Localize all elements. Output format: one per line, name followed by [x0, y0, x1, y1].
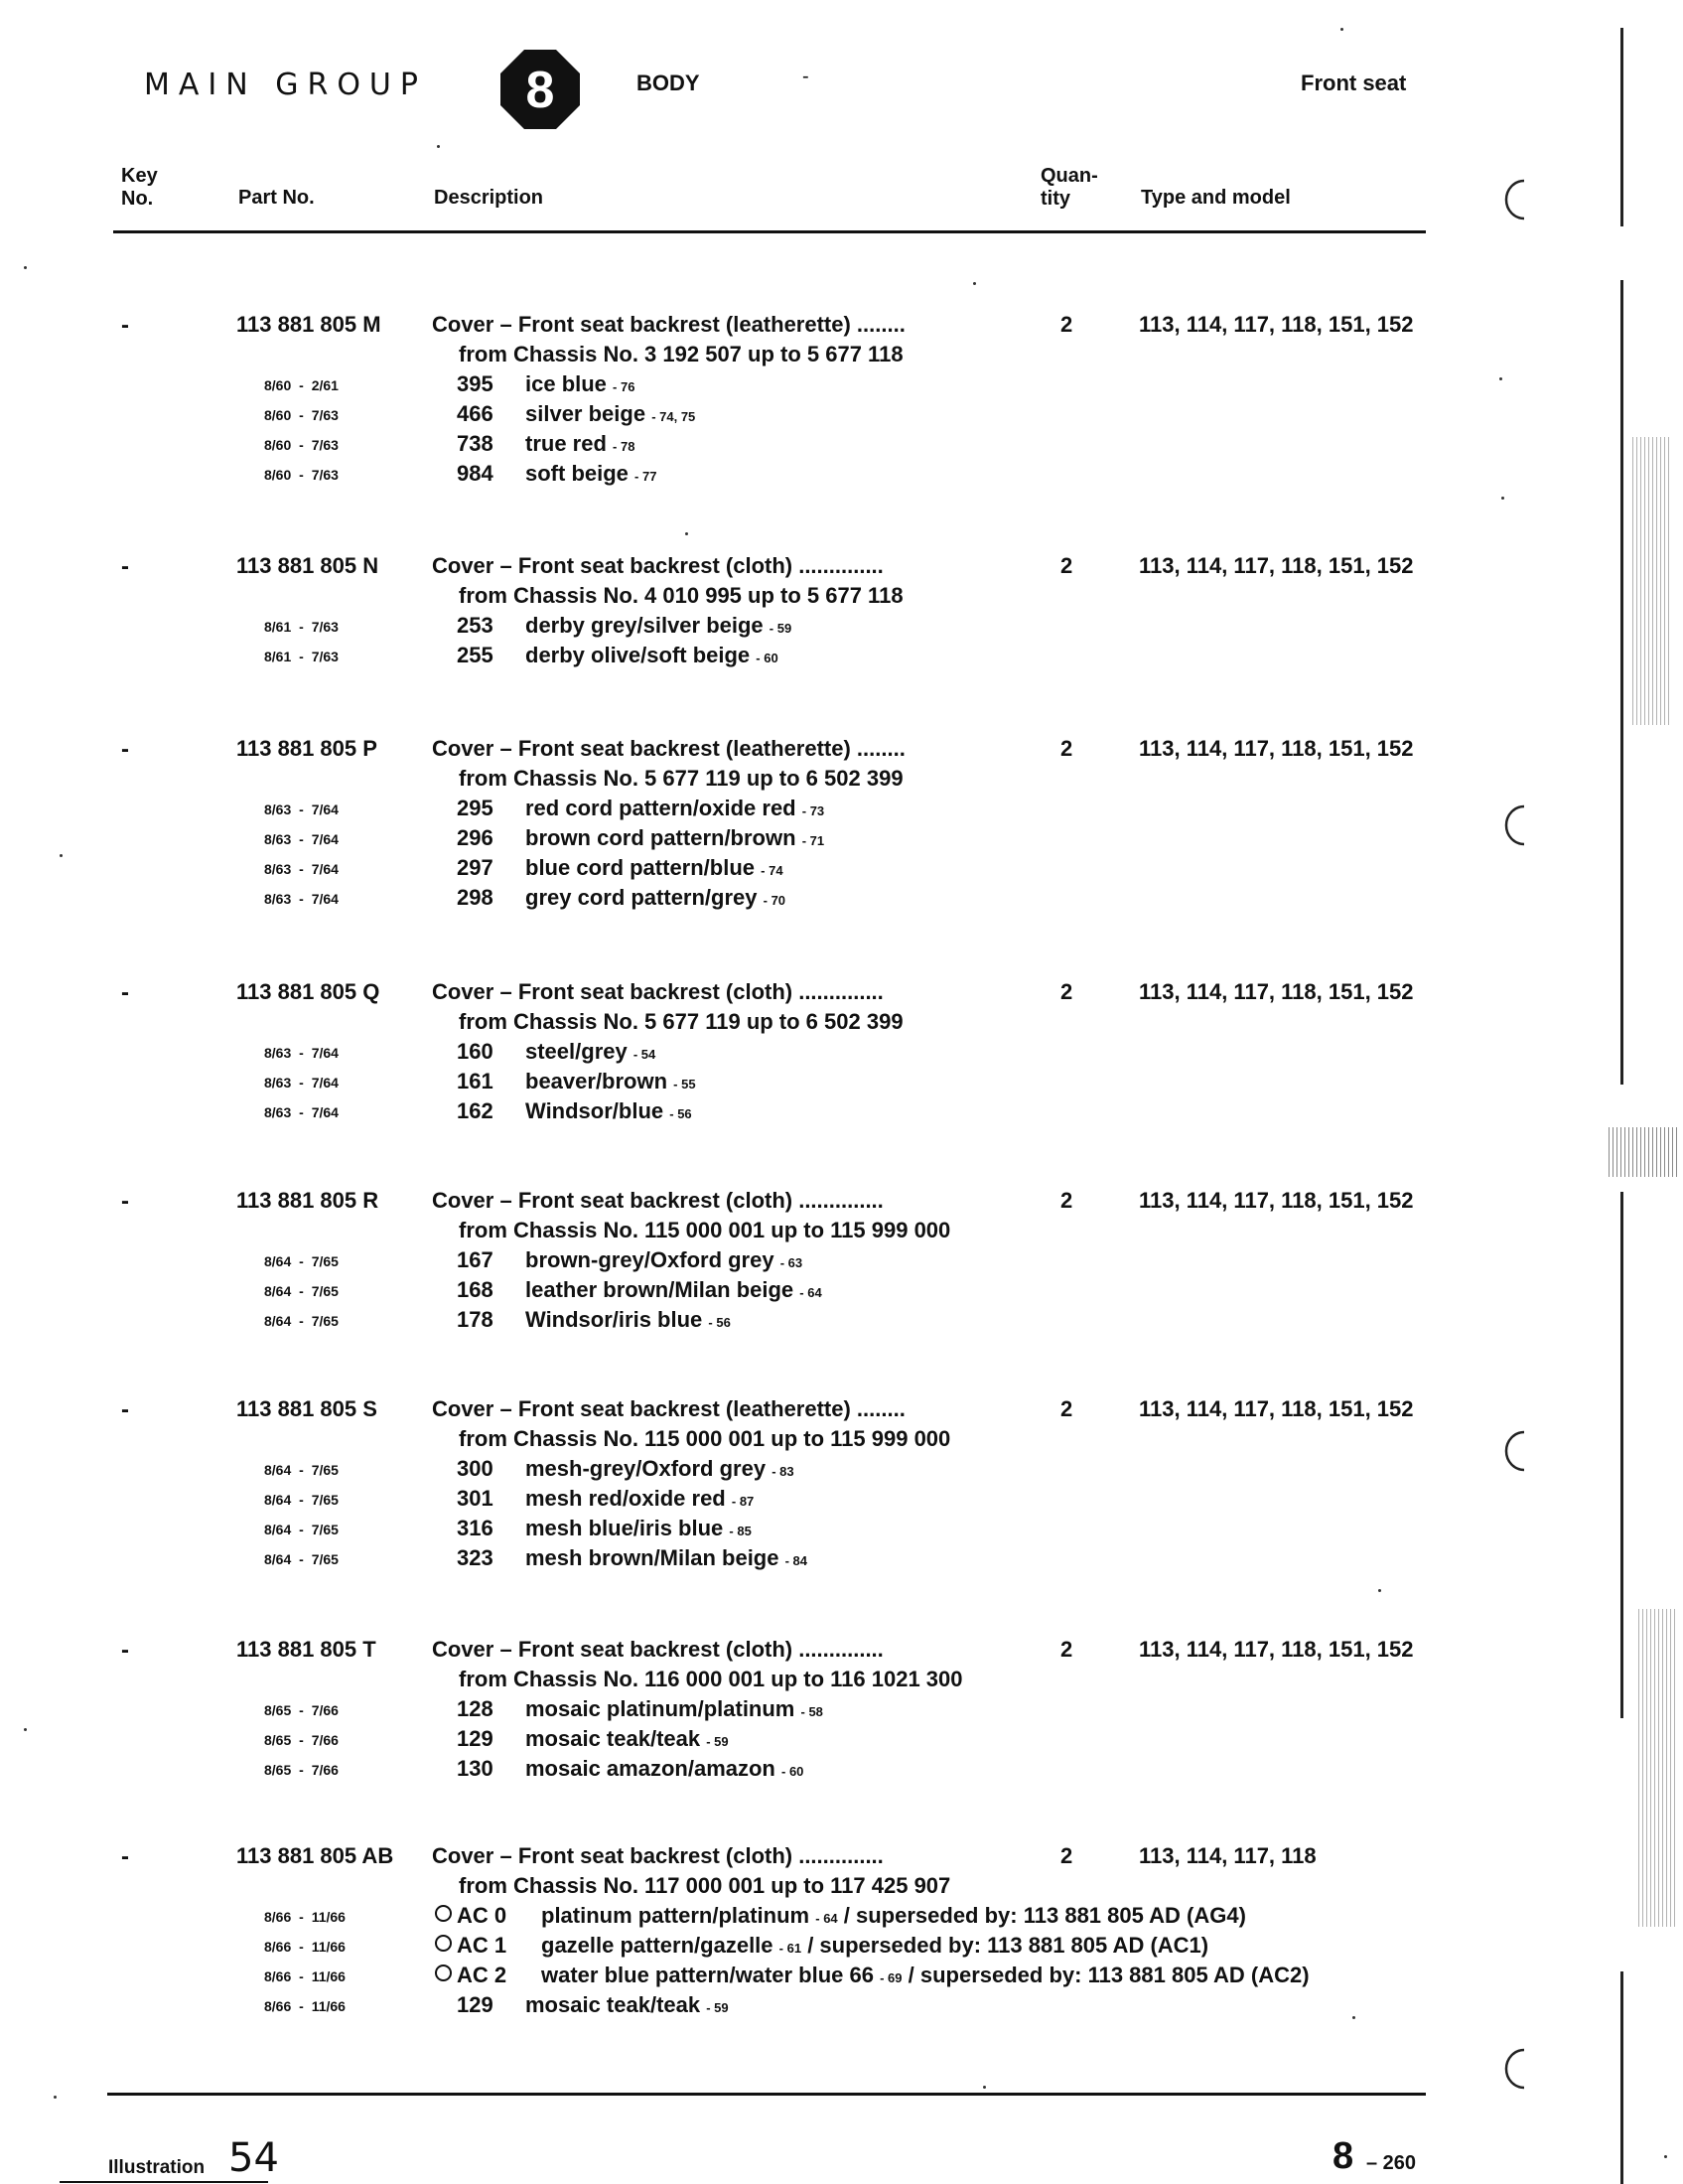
- variant-code-text: 297: [457, 855, 493, 880]
- variant-code-text: 738: [457, 431, 493, 456]
- variant-reference: - 73: [801, 803, 825, 818]
- variant-reference: - 85: [729, 1524, 752, 1538]
- variant-name: [525, 885, 785, 911]
- part-number: 113 881 805 R: [236, 1188, 379, 1213]
- variant-name: [525, 1307, 731, 1333]
- variant-date-range: 8/65 - 7/66: [264, 1702, 339, 1718]
- variant-reference: - 64: [799, 1285, 822, 1300]
- variant-date-range: 8/66 - 11/66: [264, 1998, 346, 2014]
- part-number: 113 881 805 M: [236, 312, 381, 337]
- variant-code-text: 466: [457, 401, 493, 426]
- variant-name: [525, 1247, 802, 1273]
- variant-name: [525, 1486, 754, 1512]
- variant-code-text: 160: [457, 1039, 493, 1064]
- variant-reference: - 63: [779, 1255, 803, 1270]
- variant-code-text: 178: [457, 1307, 493, 1332]
- binder-edge-line: [1620, 1192, 1623, 1718]
- variant-code-text: 130: [457, 1756, 493, 1781]
- variant-name-text: mosaic amazon/amazon: [525, 1756, 775, 1781]
- variant-code-text: 253: [457, 613, 493, 638]
- variant-name: [525, 1726, 729, 1752]
- binder-hole-icon: [1502, 177, 1528, 222]
- chassis-range: from Chassis No. 4 010 995 up to 5 677 118: [459, 583, 904, 608]
- variant-reference: - 76: [613, 379, 635, 394]
- variant-name: [525, 1696, 823, 1722]
- binder-hole-icon: [1502, 2046, 1528, 2092]
- variant-code-text: 984: [457, 461, 493, 486]
- key-number: -: [121, 553, 129, 580]
- color-variant-row: [0, 855, 1489, 885]
- variant-name-text: silver beige: [525, 401, 646, 426]
- part-number: 113 881 805 T: [236, 1637, 376, 1662]
- part-description: Cover – Front seat backrest (cloth) ..............: [432, 979, 884, 1004]
- group-number: 8: [525, 62, 555, 119]
- variant-name-text: brown-grey/Oxford grey: [525, 1247, 774, 1272]
- variant-name-text: mesh blue/iris blue: [525, 1516, 724, 1540]
- color-variant-row: [0, 1277, 1489, 1307]
- variant-name-text: derby olive/soft beige: [525, 643, 751, 667]
- variant-reference: - 77: [634, 469, 657, 484]
- variant-date-range: 8/60 - 7/63: [264, 467, 339, 483]
- scan-speck: [1378, 1589, 1381, 1592]
- part-entry: [0, 979, 1489, 1128]
- scan-speck: [1340, 28, 1343, 31]
- variant-name-text: mosaic platinum/platinum: [525, 1696, 795, 1721]
- variant-code: [457, 1545, 493, 1571]
- scan-speck: [1664, 2155, 1667, 2158]
- variant-name-text: mosaic teak/teak: [525, 1726, 701, 1751]
- column-header-key-line1: Key: [121, 165, 158, 187]
- variant-date-range: 8/65 - 7/66: [264, 1762, 339, 1778]
- part-number: 113 881 805 P: [236, 736, 377, 761]
- color-variant-row: [0, 613, 1489, 643]
- variant-code: [435, 1963, 506, 1988]
- type-and-model: 113, 114, 117, 118, 151, 152: [1139, 1637, 1414, 1662]
- part-description: Cover – Front seat backrest (cloth) ..............: [432, 1843, 884, 1868]
- variant-code-text: 296: [457, 825, 493, 850]
- variant-code: [457, 461, 493, 487]
- variant-code-text: 323: [457, 1545, 493, 1570]
- variant-code-text: 301: [457, 1486, 493, 1511]
- variant-code: [457, 431, 493, 457]
- part-description: Cover – Front seat backrest (cloth) ..............: [432, 553, 884, 578]
- part-quantity: 2: [1060, 979, 1073, 1004]
- color-variant-row: [0, 1963, 1489, 1992]
- type-and-model: 113, 114, 117, 118, 151, 152: [1139, 312, 1414, 337]
- variant-name: [525, 825, 824, 851]
- color-variant-row: [0, 1545, 1489, 1575]
- variant-reference: - 56: [669, 1106, 692, 1121]
- variant-code-text: 162: [457, 1098, 493, 1123]
- part-quantity: 2: [1060, 553, 1073, 578]
- variant-reference: - 78: [613, 439, 635, 454]
- variant-name-text: steel/grey: [525, 1039, 628, 1064]
- variant-name: [525, 461, 656, 487]
- variant-name: [525, 1069, 696, 1094]
- variant-code: [457, 885, 493, 911]
- variant-date-range: 8/64 - 7/65: [264, 1492, 339, 1508]
- chassis-range: from Chassis No. 116 000 001 up to 116 1021 300: [459, 1667, 963, 1691]
- key-number: -: [121, 1843, 129, 1870]
- header-rule: [113, 230, 1426, 233]
- variant-name: [525, 1545, 807, 1571]
- column-header-quantity-line2: tity: [1041, 188, 1070, 210]
- part-quantity: 2: [1060, 1843, 1073, 1868]
- variant-date-range: 8/60 - 7/63: [264, 437, 339, 453]
- color-variant-row: [0, 1756, 1489, 1786]
- octagon-badge-icon: [498, 48, 582, 131]
- illustration-number: 54: [228, 2135, 279, 2181]
- variant-code: [457, 1069, 493, 1094]
- variant-reference: - 58: [800, 1704, 823, 1719]
- scan-speck: [24, 1728, 27, 1731]
- variant-reference: - 60: [756, 651, 778, 665]
- variant-date-range: 8/66 - 11/66: [264, 1968, 346, 1984]
- variant-name-text: true red: [525, 431, 607, 456]
- group-number-badge: [498, 48, 582, 131]
- color-variant-row: [0, 1456, 1489, 1486]
- variant-code-text: 300: [457, 1456, 493, 1481]
- variant-name-text: platinum pattern/platinum: [541, 1903, 810, 1928]
- type-and-model: 113, 114, 117, 118: [1139, 1843, 1317, 1868]
- part-quantity: 2: [1060, 1637, 1073, 1662]
- column-header-type: Type and model: [1141, 187, 1291, 209]
- key-number: -: [121, 1637, 129, 1664]
- scan-speck: [983, 2086, 986, 2089]
- variant-reference: - 74: [761, 863, 783, 878]
- scan-speck: [685, 532, 688, 535]
- chassis-range: from Chassis No. 5 677 119 up to 6 502 399: [459, 766, 904, 791]
- variant-date-range: 8/63 - 7/64: [264, 861, 339, 877]
- type-and-model: 113, 114, 117, 118, 151, 152: [1139, 736, 1414, 761]
- variant-date-range: 8/64 - 7/65: [264, 1283, 339, 1299]
- variant-reference: - 60: [781, 1764, 804, 1779]
- page-number-sub: – 260: [1366, 2152, 1417, 2174]
- scan-noise-strip: [1632, 437, 1672, 725]
- part-description: Cover – Front seat backrest (cloth) ..............: [432, 1188, 884, 1213]
- superseded-note: / superseded by: 113 881 805 AD (AG4): [843, 1903, 1246, 1928]
- variant-code: [457, 643, 493, 668]
- variant-reference: - 61: [778, 1941, 802, 1956]
- variant-date-range: 8/63 - 7/64: [264, 891, 339, 907]
- color-variant-row: [0, 1039, 1489, 1069]
- variant-date-range: 8/63 - 7/64: [264, 1045, 339, 1061]
- variant-code: [435, 1933, 506, 1959]
- variant-date-range: 8/63 - 7/64: [264, 831, 339, 847]
- part-entry: [0, 1188, 1489, 1337]
- part-quantity: 2: [1060, 736, 1073, 761]
- illustration-underline: [60, 2181, 268, 2183]
- variant-code: [457, 1247, 493, 1273]
- variant-name-text: ice blue: [525, 371, 607, 396]
- part-description: Cover – Front seat backrest (leatherette) ........: [432, 312, 906, 337]
- variant-date-range: 8/64 - 7/65: [264, 1551, 339, 1567]
- variant-name-text: soft beige: [525, 461, 629, 486]
- superseded-note: / superseded by: 113 881 805 AD (AC2): [908, 1963, 1310, 1987]
- variant-name: [525, 1098, 692, 1124]
- variant-reference: - 74, 75: [651, 409, 696, 424]
- group-name: BODY: [636, 71, 700, 95]
- chassis-range: from Chassis No. 117 000 001 up to 117 425 907: [459, 1873, 951, 1898]
- scan-speck: [1352, 2016, 1355, 2019]
- superseded-note: / superseded by: 113 881 805 AD (AC1): [807, 1933, 1209, 1958]
- variant-reference: - 59: [706, 2000, 729, 2015]
- color-variant-row: [0, 1933, 1489, 1963]
- variant-code-text: AC 0: [457, 1903, 507, 1928]
- variant-name-text: Windsor/iris blue: [525, 1307, 703, 1332]
- variant-code: [435, 1903, 506, 1929]
- variant-name: [541, 1963, 1310, 1988]
- variant-date-range: 8/63 - 7/64: [264, 801, 339, 817]
- part-entry: [0, 736, 1489, 915]
- variant-name: [541, 1903, 1246, 1929]
- color-variant-row: [0, 1098, 1489, 1128]
- color-variant-row: [0, 431, 1489, 461]
- variant-reference: - 84: [784, 1553, 808, 1568]
- variant-name: [525, 1039, 655, 1065]
- variant-code: [457, 401, 493, 427]
- variant-reference: - 69: [880, 1970, 903, 1985]
- variant-date-range: 8/64 - 7/65: [264, 1462, 339, 1478]
- page-number-main: 8: [1332, 2135, 1354, 2177]
- variant-name-text: leather brown/Milan beige: [525, 1277, 794, 1302]
- variant-code-text: AC 2: [457, 1963, 507, 1987]
- variant-name: [525, 401, 695, 427]
- key-number: -: [121, 1396, 129, 1423]
- chassis-range: from Chassis No. 115 000 001 up to 115 999 000: [459, 1218, 951, 1242]
- circle-marker-icon: [435, 1905, 452, 1922]
- scan-noise-strip: [1638, 1609, 1678, 1927]
- variant-name-text: mesh brown/Milan beige: [525, 1545, 779, 1570]
- part-number: 113 881 805 AB: [236, 1843, 394, 1868]
- part-description: Cover – Front seat backrest (leatherette) ........: [432, 736, 906, 761]
- variant-reference: - 59: [769, 621, 792, 636]
- column-header-description: Description: [434, 187, 544, 209]
- part-quantity: 2: [1060, 1188, 1073, 1213]
- variant-date-range: 8/64 - 7/65: [264, 1313, 339, 1329]
- variant-code-text: 128: [457, 1696, 493, 1721]
- column-header-quantity: [1041, 165, 1098, 211]
- column-header-key-line2: No.: [121, 188, 154, 210]
- variant-name-text: mesh-grey/Oxford grey: [525, 1456, 767, 1481]
- main-group-label: MAIN GROUP: [144, 68, 427, 102]
- footer-rule: [107, 2093, 1426, 2096]
- variant-name-text: brown cord pattern/brown: [525, 825, 796, 850]
- part-number: 113 881 805 Q: [236, 979, 380, 1004]
- variant-name: [525, 1456, 794, 1482]
- variant-name: [525, 1756, 803, 1782]
- binder-edge-line: [1620, 28, 1623, 226]
- variant-code: [457, 1039, 493, 1065]
- variant-code: [457, 825, 493, 851]
- variant-date-range: 8/64 - 7/65: [264, 1522, 339, 1537]
- part-quantity: 2: [1060, 312, 1073, 337]
- variant-name: [525, 643, 778, 668]
- part-entry: [0, 1396, 1489, 1575]
- variant-date-range: 8/66 - 11/66: [264, 1909, 346, 1925]
- variant-code: [457, 613, 493, 639]
- variant-name-text: grey cord pattern/grey: [525, 885, 758, 910]
- color-variant-row: [0, 825, 1489, 855]
- variant-code-text: 395: [457, 371, 493, 396]
- variant-code: [457, 796, 493, 821]
- variant-name-text: beaver/brown: [525, 1069, 668, 1093]
- variant-name-text: gazelle pattern/gazelle: [541, 1933, 773, 1958]
- variant-code-text: 168: [457, 1277, 493, 1302]
- binder-hole-icon: [1502, 1428, 1528, 1474]
- binder-hole-icon: [1502, 802, 1528, 848]
- variant-code-text: 298: [457, 885, 493, 910]
- column-header-part: Part No.: [238, 187, 315, 209]
- variant-name-text: water blue pattern/water blue 66: [541, 1963, 874, 1987]
- color-variant-row: [0, 461, 1489, 491]
- key-number: -: [121, 736, 129, 763]
- variant-name-text: red cord pattern/oxide red: [525, 796, 796, 820]
- variant-reference: - 83: [771, 1464, 794, 1479]
- variant-code: [457, 1277, 493, 1303]
- variant-name: [525, 431, 634, 457]
- type-and-model: 113, 114, 117, 118, 151, 152: [1139, 1396, 1414, 1421]
- variant-name-text: blue cord pattern/blue: [525, 855, 756, 880]
- variant-date-range: 8/65 - 7/66: [264, 1732, 339, 1748]
- variant-code-text: 295: [457, 796, 493, 820]
- variant-name: [525, 1992, 729, 2018]
- variant-date-range: 8/66 - 11/66: [264, 1939, 346, 1955]
- color-variant-row: [0, 1726, 1489, 1756]
- variant-date-range: 8/63 - 7/64: [264, 1104, 339, 1120]
- variant-date-range: 8/61 - 7/63: [264, 649, 339, 664]
- part-entry: [0, 1637, 1489, 1786]
- color-variant-row: [0, 1903, 1489, 1933]
- variant-reference: - 59: [706, 1734, 729, 1749]
- color-variant-row: [0, 1486, 1489, 1516]
- variant-reference: - 87: [731, 1494, 755, 1509]
- part-entry: [0, 553, 1489, 672]
- color-variant-row: [0, 371, 1489, 401]
- color-variant-row: [0, 1516, 1489, 1545]
- type-and-model: 113, 114, 117, 118, 151, 152: [1139, 1188, 1414, 1213]
- color-variant-row: [0, 885, 1489, 915]
- part-entry: [0, 1843, 1489, 2022]
- chassis-range: from Chassis No. 115 000 001 up to 115 999 000: [459, 1426, 951, 1451]
- variant-code: [457, 1992, 493, 2018]
- variant-reference: - 54: [632, 1047, 656, 1062]
- variant-name: [525, 796, 824, 821]
- binder-edge-line: [1620, 1971, 1623, 2184]
- scan-speck: [60, 854, 63, 857]
- variant-date-range: 8/63 - 7/64: [264, 1075, 339, 1091]
- variant-reference: - 71: [801, 833, 825, 848]
- color-variant-row: [0, 643, 1489, 672]
- part-description: Cover – Front seat backrest (cloth) ..............: [432, 1637, 884, 1662]
- illustration-label: Illustration: [108, 2157, 206, 2178]
- column-header-quantity-line1: Quan-: [1041, 165, 1098, 187]
- variant-code-text: 129: [457, 1726, 493, 1751]
- variant-code: [457, 1756, 493, 1782]
- section-title: Front seat: [1301, 71, 1407, 95]
- circle-marker-icon: [435, 1935, 452, 1952]
- variant-code: [457, 1098, 493, 1124]
- variant-name: [525, 1516, 752, 1541]
- variant-name-text: Windsor/blue: [525, 1098, 664, 1123]
- scan-speck: [1499, 377, 1502, 380]
- variant-code-text: 255: [457, 643, 493, 667]
- variant-date-range: 8/60 - 7/63: [264, 407, 339, 423]
- scan-noise-strip: [1609, 1127, 1678, 1177]
- binder-edge-line: [1620, 280, 1623, 1085]
- variant-name: [525, 371, 634, 397]
- variant-reference: - 64: [815, 1911, 838, 1926]
- variant-name-text: derby grey/silver beige: [525, 613, 764, 638]
- color-variant-row: [0, 401, 1489, 431]
- variant-name: [525, 1277, 822, 1303]
- color-variant-row: [0, 1247, 1489, 1277]
- variant-code: [457, 1696, 493, 1722]
- variant-reference: - 55: [673, 1077, 696, 1092]
- scan-speck: [24, 266, 27, 269]
- variant-code: [457, 1486, 493, 1512]
- variant-reference: - 70: [763, 893, 786, 908]
- type-and-model: 113, 114, 117, 118, 151, 152: [1139, 979, 1414, 1004]
- color-variant-row: [0, 1992, 1489, 2022]
- scan-speck: [54, 2096, 57, 2099]
- color-variant-row: [0, 1696, 1489, 1726]
- circle-marker-icon: [435, 1965, 452, 1981]
- variant-name: [541, 1933, 1208, 1959]
- variant-code: [457, 1516, 493, 1541]
- part-description: Cover – Front seat backrest (leatherette) ........: [432, 1396, 906, 1421]
- variant-code-text: 316: [457, 1516, 493, 1540]
- variant-code: [457, 1456, 493, 1482]
- column-header-key: [121, 165, 158, 211]
- variant-code-text: 167: [457, 1247, 493, 1272]
- scan-speck: [1501, 497, 1504, 500]
- variant-code-text: 129: [457, 1992, 493, 2017]
- color-variant-row: [0, 796, 1489, 825]
- scan-speck: [437, 145, 440, 148]
- variant-name: [525, 613, 791, 639]
- part-quantity: 2: [1060, 1396, 1073, 1421]
- variant-name-text: mosaic teak/teak: [525, 1992, 701, 2017]
- variant-name-text: mesh red/oxide red: [525, 1486, 726, 1511]
- variant-code-text: AC 1: [457, 1933, 507, 1958]
- variant-date-range: 8/61 - 7/63: [264, 619, 339, 635]
- chassis-range: from Chassis No. 3 192 507 up to 5 677 118: [459, 342, 904, 366]
- part-entry: [0, 312, 1489, 491]
- color-variant-row: [0, 1307, 1489, 1337]
- color-variant-row: [0, 1069, 1489, 1098]
- key-number: -: [121, 312, 129, 339]
- type-and-model: 113, 114, 117, 118, 151, 152: [1139, 553, 1414, 578]
- variant-reference: - 56: [708, 1315, 731, 1330]
- variant-date-range: 8/60 - 2/61: [264, 377, 339, 393]
- variant-code: [457, 855, 493, 881]
- variant-code: [457, 1726, 493, 1752]
- variant-name: [525, 855, 783, 881]
- key-number: -: [121, 979, 129, 1006]
- variant-date-range: 8/64 - 7/65: [264, 1253, 339, 1269]
- header-dash: -: [802, 66, 809, 87]
- key-number: -: [121, 1188, 129, 1215]
- part-number: 113 881 805 N: [236, 553, 379, 578]
- scan-speck: [973, 282, 976, 285]
- variant-code-text: 161: [457, 1069, 493, 1093]
- variant-code: [457, 1307, 493, 1333]
- chassis-range: from Chassis No. 5 677 119 up to 6 502 399: [459, 1009, 904, 1034]
- part-number: 113 881 805 S: [236, 1396, 377, 1421]
- variant-code: [457, 371, 493, 397]
